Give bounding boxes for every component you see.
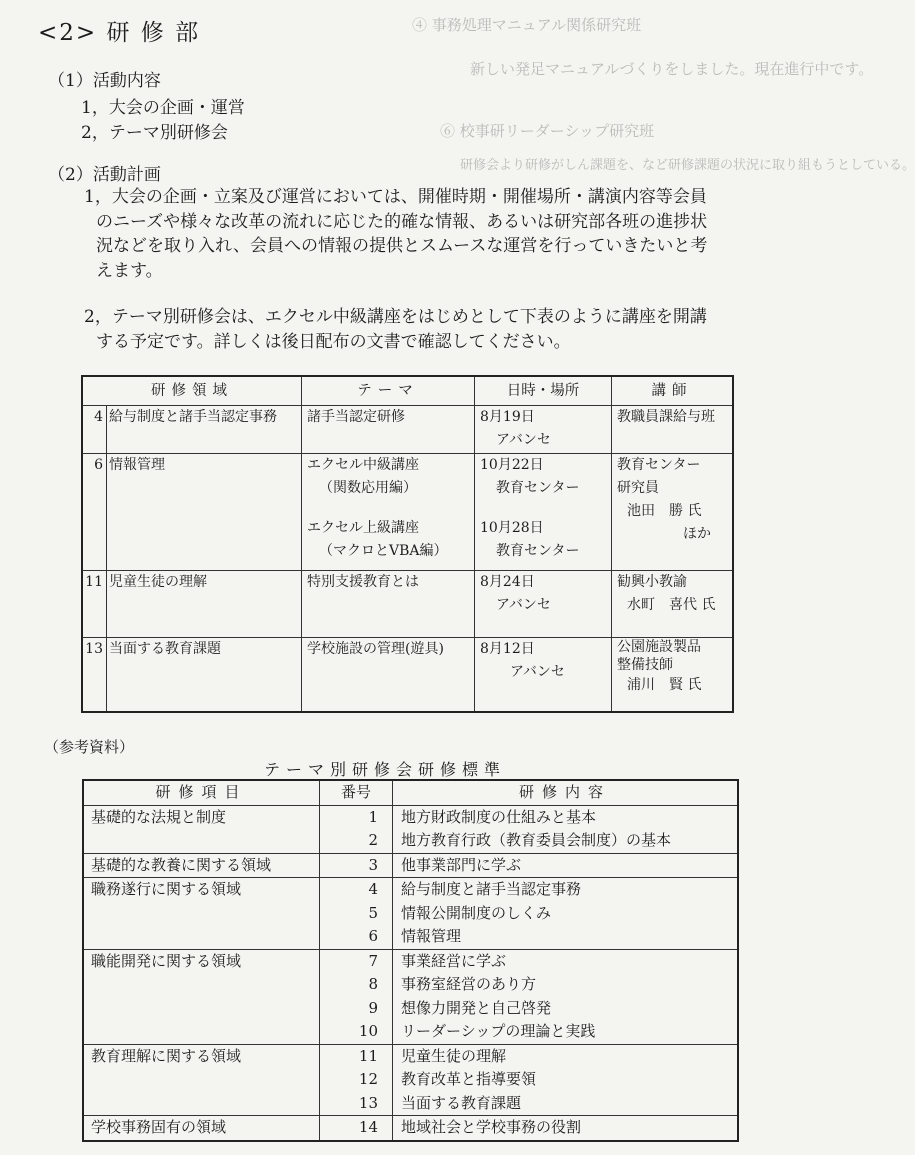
row-number: 11 <box>320 1044 393 1068</box>
row-area: 職務遂行に関する領域 <box>83 878 320 902</box>
table-row <box>83 949 738 973</box>
row-content: 事務室経営のあり方 <box>393 973 739 997</box>
table-row <box>83 878 738 902</box>
row-area: 職能開発に関する領域 <box>83 949 320 973</box>
table-row <box>83 1092 738 1116</box>
theme-line: 学校施設の管理(遊具) <box>307 641 444 657</box>
theme-line: 特別支援教育とは <box>307 574 419 590</box>
row-area: 基礎的な法規と制度 <box>83 805 320 829</box>
table-header-row <box>83 780 738 805</box>
row-number: 6 <box>320 925 393 949</box>
row-theme <box>302 406 475 454</box>
row-content: 地域社会と学校事務の役割 <box>393 1116 739 1141</box>
bleed-through-text: ④ 事務処理マニュアル関係研究班 <box>412 16 642 34</box>
place-line: アバンセ <box>496 597 551 613</box>
row-number: 7 <box>320 949 393 973</box>
activity-item: 2，テーマ別研修会 <box>81 123 228 143</box>
place-line: アバンセ <box>510 664 565 680</box>
row-theme <box>302 454 475 571</box>
row-number: 4 <box>320 878 393 902</box>
date-line: 10月28日 <box>480 520 544 536</box>
row-area <box>83 997 320 1021</box>
lecturer-line: ほか <box>683 526 711 542</box>
bleed-through-text: 新しい発足マニュアルづくりをしました。現在進行中です。 <box>470 60 874 78</box>
standard-table <box>82 779 739 1142</box>
row-number: 2 <box>320 829 393 853</box>
row-content: 児童生徒の理解 <box>393 1044 739 1068</box>
row-content: 他事業部門に学ぶ <box>393 853 739 878</box>
paragraph-line: えます。 <box>96 260 163 281</box>
row-area <box>83 1092 320 1116</box>
row-lecturer <box>612 454 734 571</box>
row-content: リーダーシップの理論と実践 <box>393 1020 739 1044</box>
lecturer-line: 教職員課給与班 <box>617 409 715 425</box>
theme-spacer <box>307 500 474 517</box>
header-item: 研修項目 <box>83 780 320 805</box>
reference-label: （参考資料） <box>44 738 135 756</box>
row-area: 当面する教育課題 <box>107 638 302 712</box>
table-row <box>83 973 738 997</box>
paragraph-line: する予定です。詳しくは後日配布の文書で確認してください。 <box>96 331 571 352</box>
paragraph-line: のニーズや様々な改革の流れに応じた的確な情報、あるいは研究部各班の進捗状 <box>96 211 708 232</box>
row-lecturer <box>612 571 734 638</box>
row-lecturer <box>612 406 734 454</box>
row-theme <box>302 638 475 712</box>
paragraph-line: 況などを取り入れ、会員への情報の提供とスムースな運営を行っていきたいと考 <box>96 236 708 256</box>
row-content: 情報公開制度のしくみ <box>393 902 739 926</box>
theme-line: （関数応用編） <box>319 480 417 496</box>
row-datetime <box>475 571 612 638</box>
table-row <box>83 925 738 949</box>
row-number: 13 <box>320 1092 393 1116</box>
place-line: アバンセ <box>496 432 551 448</box>
row-content: 当面する教育課題 <box>393 1092 739 1116</box>
row-area <box>83 1020 320 1044</box>
row-content: 情報管理 <box>393 925 739 949</box>
row-number: 10 <box>320 1020 393 1044</box>
row-content: 教育改革と指導要領 <box>393 1068 739 1092</box>
header-content: 研修内容 <box>393 780 739 805</box>
row-number: 5 <box>320 902 393 926</box>
row-area <box>83 829 320 853</box>
lecturer-line: 浦川 賢 氏 <box>627 677 702 693</box>
row-content: 想像力開発と自己啓発 <box>393 997 739 1021</box>
table-row <box>83 1044 738 1068</box>
row-number: 9 <box>320 997 393 1021</box>
row-area: 給与制度と諸手当認定事務 <box>107 406 302 454</box>
section-heading: <2> 研 修 部 <box>38 20 201 46</box>
bleed-through-text: 研修会より研修がしん課題を、など研修課題の状況に取り組もうとしている。 <box>460 158 915 173</box>
row-datetime <box>475 638 612 712</box>
row-number: 1 <box>320 805 393 829</box>
row-area: 基礎的な教養に関する領域 <box>83 853 320 878</box>
lecturer-line: 池田 勝 氏 <box>627 503 702 519</box>
header-datetime: 日時・場所 <box>475 376 612 406</box>
theme-line: エクセル上級講座 <box>307 520 419 536</box>
lecturer-line: 研究員 <box>617 480 659 496</box>
table-row <box>82 454 733 571</box>
table-row <box>82 571 733 638</box>
row-datetime <box>475 406 612 454</box>
row-number: 14 <box>320 1116 393 1141</box>
table-header-row <box>82 376 733 406</box>
table-row <box>83 805 738 829</box>
row-number: 8 <box>320 973 393 997</box>
standard-title: テーマ別研修会研修標準 <box>264 760 507 779</box>
row-area <box>83 925 320 949</box>
row-lecturer <box>612 638 734 712</box>
header-theme: テーマ <box>302 376 475 406</box>
table-row <box>82 406 733 454</box>
lecturer-line: 水町 喜代 氏 <box>627 597 716 613</box>
date-line: 8月24日 <box>480 574 535 590</box>
table-row <box>83 902 738 926</box>
row-number: 4 <box>82 406 107 454</box>
row-number: 13 <box>82 638 107 712</box>
header-number: 番号 <box>320 780 393 805</box>
plan-paragraph-1 <box>84 185 707 283</box>
row-content: 地方教育行政（教育委員会制度）の基本 <box>393 829 739 853</box>
row-area <box>83 1068 320 1092</box>
row-area <box>83 902 320 926</box>
activity-item: 1，大会の企画・運営 <box>81 98 245 118</box>
theme-line: （マクロとVBA編） <box>319 543 448 559</box>
row-area <box>83 973 320 997</box>
row-area: 教育理解に関する領域 <box>83 1044 320 1068</box>
row-theme <box>302 571 475 638</box>
plan-label: （2）活動計画 <box>48 165 161 185</box>
row-area: 情報管理 <box>107 454 302 571</box>
plan-paragraph-2 <box>84 305 707 354</box>
header-lecturer: 講師 <box>612 376 734 406</box>
bleed-through-text: ⑥ 校事研リーダーシップ研究班 <box>440 122 655 140</box>
row-number: 11 <box>82 571 107 638</box>
theme-line: 諸手当認定研修 <box>307 409 405 425</box>
row-area: 児童生徒の理解 <box>107 571 302 638</box>
row-number: 3 <box>320 853 393 878</box>
activity-label: （1）活動内容 <box>48 71 161 91</box>
table-row <box>83 853 738 878</box>
row-content: 給与制度と諸手当認定事務 <box>393 878 739 902</box>
table-row <box>83 1116 738 1141</box>
date-line: 8月19日 <box>480 409 535 425</box>
table-row <box>83 1020 738 1044</box>
row-content: 地方財政制度の仕組みと基本 <box>393 805 739 829</box>
theme-line: エクセル中級講座 <box>307 457 419 473</box>
lecturer-line: 勧興小教諭 <box>617 574 687 590</box>
place-line: 教育センター <box>496 543 580 559</box>
row-number: 12 <box>320 1068 393 1092</box>
lecturer-line: 公園施設製品 <box>617 639 701 655</box>
table-row <box>83 1068 738 1092</box>
date-line: 8月12日 <box>480 641 535 657</box>
datetime-spacer <box>480 500 611 517</box>
paragraph-line: 1，大会の企画・立案及び運営においては、開催時期・開催場所・講演内容等会員 <box>84 187 707 207</box>
header-area: 研修領域 <box>82 376 302 406</box>
row-number: 6 <box>82 454 107 571</box>
row-area: 学校事務固有の領域 <box>83 1116 320 1141</box>
table-row <box>82 638 733 712</box>
schedule-table <box>81 375 734 713</box>
row-datetime <box>475 454 612 571</box>
table-row <box>83 829 738 853</box>
lecturer-line: 教育センター <box>617 457 701 473</box>
lecturer-line: 整備技師 <box>617 657 673 673</box>
table-row <box>83 997 738 1021</box>
row-content: 事業経営に学ぶ <box>393 949 739 973</box>
place-line: 教育センター <box>496 480 580 496</box>
date-line: 10月22日 <box>480 457 544 473</box>
paragraph-line: 2，テーマ別研修会は、エクセル中級講座をはじめとして下表のように講座を開講 <box>84 307 707 327</box>
